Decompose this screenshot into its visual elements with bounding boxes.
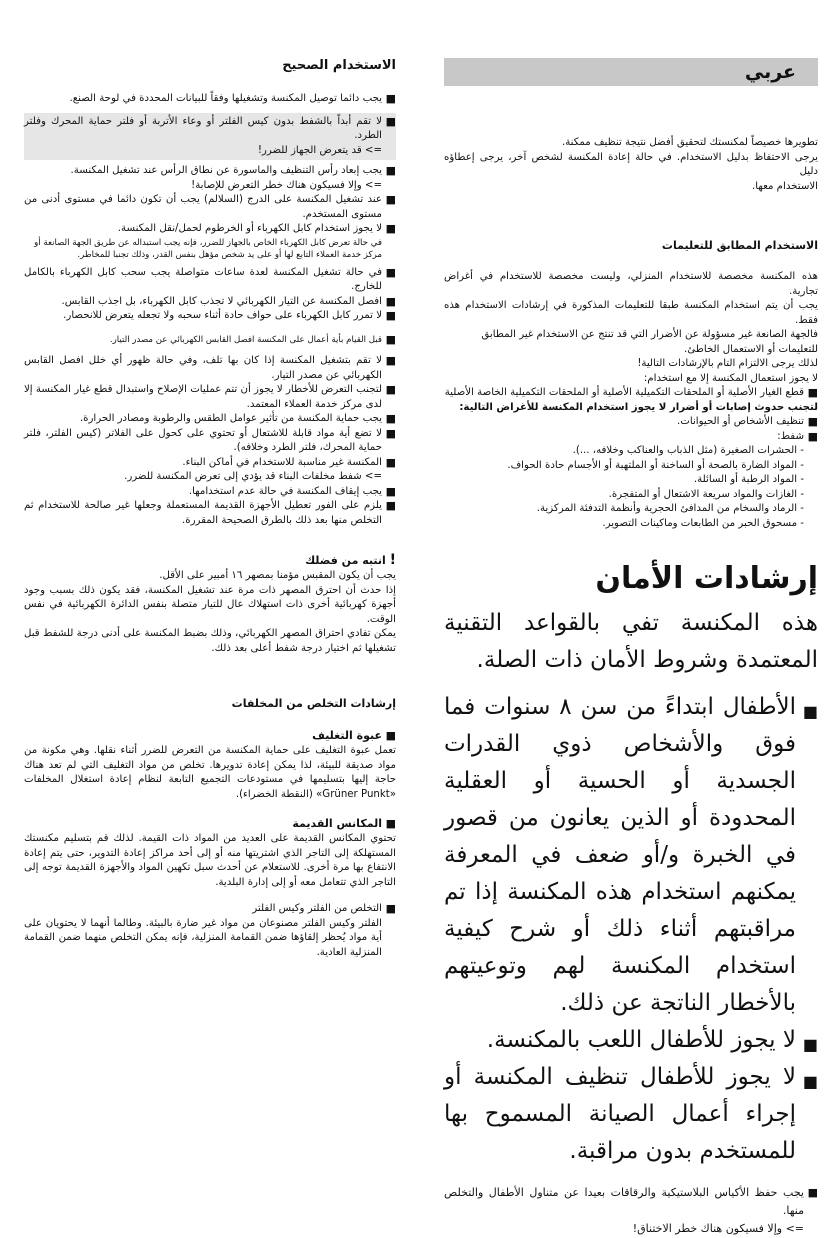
- list-item: ■ عند تشغيل المكنسة على الدرج (السلالم) يجب أن تكون دائما في مستوى أدنى من مستوى المستخدم.: [24, 193, 396, 220]
- disposal-heading: إرشادات التخلص من المخلفات: [231, 697, 396, 710]
- attention-line: يجب أن يكون المقبس مؤمنا بمصهر ١٦ أمبير على الأقل.: [159, 570, 396, 581]
- right-column: [444, 58, 818, 1238]
- bullet-icon: ■: [385, 265, 396, 279]
- bullet-icon: ■: [385, 383, 396, 396]
- warning-text: => شفط مخلفات البناء قد يؤدي إلى تعرض المكنسة للضرر.: [124, 471, 382, 482]
- bullet-icon: ■: [385, 412, 396, 425]
- bullet-icon: ■: [385, 354, 396, 367]
- list-item: ■ التخلص من الفلتر وكيس الفلتر: [252, 902, 396, 915]
- proper-use-heading: الاستخدام الصحيح: [282, 58, 396, 73]
- suction-item: - مسحوق الحبر من الطابعات وماكينات التصوير.: [602, 517, 804, 529]
- bullet-icon: ■: [802, 702, 818, 721]
- suction-item: - المواد الضارة بالصحة أو الساخنة أو الملتهبة أو الأجسام حادة الحواف.: [507, 459, 804, 471]
- safety-item: ■ لا يجوز للأطفال تنظيف المكنسة أو إجراء أعمال الصيانة المسموح بها للمستخدم بدون مراقبة.: [444, 1064, 818, 1164]
- filter-text: الفلتر وكيس الفلتر مصنوعان من مواد غير ضارة بالبيئة. وطالما أنهما لا يحتويان على أية مواد يُحظر إلقاؤها ضمن القمامة المنزلية، فإنه يمكن التخلص منهما ضمن القمامة المنزلية العادية.: [24, 917, 382, 958]
- safety-title: إرشادات الأمان: [595, 561, 818, 596]
- list-item: ■ يجب إيقاف المكنسة في حالة عدم استخدامها.: [188, 484, 396, 498]
- list-item: ■ عبوة التغليف: [312, 729, 396, 742]
- bullet-icon: ■: [385, 164, 396, 177]
- left-column: [24, 58, 396, 960]
- attention-heading: ! انتبه من فضلك: [305, 552, 396, 568]
- bullet-icon: ■: [385, 193, 396, 206]
- suction-item: - الغازات والمواد سريعة الاشتعال أو المتفجرة.: [608, 488, 804, 500]
- instructions-body: [444, 270, 818, 386]
- list-item: ■ قبل القيام بأية أعمال على المكنسة افصل القابس الكهربائي عن مصدر التيار.: [109, 332, 396, 346]
- bullet-icon: ■: [807, 1186, 818, 1199]
- small-note: في حالة تعرض كابل الكهرباء الخاص بالجهاز للضرر، فإنه يجب استبداله عن طريق الجهة الصانعة أو مركز خدمة العملاء التابع لها أو على يد شخص مؤهل بنفس القدر، وذلك تجنبا للمخاطر.: [34, 237, 382, 260]
- attention-line: يمكن تفادي احتراق المصهر الكهربائي، وذلك بضبط المكنسة على أدنى درجة للشفط قبل تشغيلها ثم اختيار درجة شفط أعلى بعد ذلك.: [24, 628, 396, 654]
- instructions-line: لا يجوز استعمال المكنسة إلا مع استخدام:: [643, 372, 818, 384]
- bullet-icon: ■: [807, 386, 818, 399]
- bullet-icon: ■: [802, 1072, 818, 1091]
- bullet-icon: ■: [385, 499, 396, 512]
- list-item: ■ يجب دائما توصيل المكنسة وتشغيلها وفقاً للبيانات المحددة في لوحة الصنع.: [69, 92, 396, 105]
- list-item: ■ يجب إبعاد رأس التنظيف والماسورة عن نطاق الرأس عند تشغيل المكنسة.: [70, 164, 396, 177]
- language-bar: [444, 58, 818, 86]
- instructions-line: للتعليمات أو الاستعمال الخاطئ.: [684, 343, 818, 355]
- instructions-line: لذلك يرجى الالتزام التام بالإرشادات التالية!: [637, 358, 818, 369]
- suction-item: - الحشرات الصغيرة (مثل الذباب والعناكب وخلافه، ...).: [572, 445, 804, 456]
- list-item: ■ لا تقم بتشغيل المكنسة إذا كان بها تلف، وفي حالة ظهور أي خلل افصل القابس الكهربائي عن مصدر التيار.: [24, 354, 396, 381]
- list-item: ■ شفط:: [777, 429, 818, 443]
- intro-line: يرجى الاحتفاظ بدليل الاستخدام. في حالة إعادة المكنسة لشخص آخر، يرجى إعطاؤه دليل: [444, 151, 818, 177]
- list-item: ■ يجب حفظ الأكياس البلاستيكية والرقاقات بعيدا عن متناول الأطفال والتخلص منها.: [444, 1186, 818, 1217]
- attention-line: إذا حدث أن احترق المصهر ذات مرة عند تشغيل المكنسة، فقد يكون ذلك بسبب وجود أجهزة كهربائية أخرى ذات استهلاك عال للتيار متصلة بنفس الدائرة الكهربائية في نفس الوقت.: [24, 584, 396, 625]
- suction-item: - الرماد والسخام من المدافئ الحجرية وأنظمة التدفئة المركزية.: [536, 503, 804, 514]
- list-item: ■ يلزم على الفور تعطيل الأجهزة القديمة المستعملة وجعلها غير صالحة للاستخدام ثم التخلص منها بعد ذلك بالطرق الصحيحة المقررة.: [24, 499, 396, 526]
- safety-item: ■ لا يجوز للأطفال اللعب بالمكنسة.: [444, 1022, 818, 1059]
- bullet-icon: ■: [385, 817, 396, 830]
- instructions-line: هذه المكنسة مخصصة للاستخدام المنزلي، وليست مخصصة للاستخدام في أغراض تجارية.: [444, 271, 818, 297]
- suction-list: [444, 444, 818, 531]
- list-item: ■ قطع الغيار الأصلية أو الملحقات التكميلية الأصلية أو الملحقات التكميلية الخاصة الأصلية: [444, 386, 818, 399]
- instructions-line: يجب أن يتم استخدام المكنسة طبقا للتعليمات المذكورة في إرشادات الاستخدام هذه فقط.: [444, 300, 818, 326]
- bullet-icon: ■: [385, 902, 396, 915]
- intro-line: تطويرها خصيصاً لمكنستك لتحقيق أفضل نتيجة تنظيف ممكنة.: [561, 137, 818, 148]
- list-item: ■ لا تمرر كابل الكهرباء على حواف حادة أثناء سحبه ولا تجعله يتعرض للانحصار.: [63, 309, 396, 322]
- list-item: ■ تنظيف الأشخاص أو الحيوانات.: [677, 415, 818, 428]
- bullet-icon: ■: [807, 429, 818, 443]
- exclamation-icon: !: [389, 552, 396, 568]
- list-item: ■ لتجنب التعرض للأخطار لا يجوز أن تتم عمليات الإصلاح واستبدال قطع غيار المكنسة إلا لدى مركز خدمة العملاء المعتمد.: [24, 383, 396, 410]
- list-item: ■ لا يجوز استخدام كابل الكهرباء أو الخرطوم لحمل/نقل المكنسة.: [117, 222, 396, 235]
- bullet-icon: ■: [807, 415, 818, 428]
- suction-item: - المواد الرطبة أو السائلة.: [693, 474, 804, 485]
- list-item: ■ في حالة تشغيل المكنسة لعدة ساعات متواصلة يجب سحب كابل الكهرباء بالكامل للخارج.: [24, 265, 396, 292]
- list-item: ■ المكانس القديمة: [292, 817, 396, 830]
- bullet-icon: ■: [385, 332, 396, 346]
- prohibited-heading: لتجنب حدوث إصابات أو أضرار لا يجوز استخدام المكنسة للأغراض التالية:: [459, 401, 818, 413]
- bullet-icon: ■: [385, 729, 396, 742]
- bullet-icon: ■: [385, 455, 396, 469]
- old-appliances-text: تحتوي المكانس القديمة على العديد من المواد ذات القيمة. لذلك قم بتسليم مكنستك المستهلكة إلى التاجر الذي اشتريتها منه أو إلى أحد مراكز إعادة التدوير، حتى يتم إعادة الانتفاع بها مرة أخرى. للاستعلام عن أحدث سبل تكهين المواد والأجهزة القديمة توجه إلى التاجر الذي تتعامل معه أو إلى إدارة البلدية.: [24, 833, 396, 888]
- list-item: ■ لا تضع أية مواد قابلة للاشتعال أو تحتوي على كحول على الفلاتر (كيس الفلتر، فلتر حماية المحرك، فلتر الطرد وخلافه).: [24, 426, 396, 453]
- list-item: ■ افصل المكنسة عن التيار الكهربائي لا تجذب كابل الكهرباء، بل اجذب القابس.: [61, 294, 396, 308]
- bullet-icon: ■: [802, 1035, 818, 1054]
- intro-line: الاستخدام معها.: [752, 180, 818, 192]
- warning-text: => وإلا فسيكون هناك خطر الاختناق!: [632, 1222, 804, 1235]
- instructions-heading: الاستخدام المطابق للتعليمات: [661, 239, 818, 252]
- bullet-icon: ■: [385, 114, 396, 128]
- packaging-text: تعمل عبوة التغليف على حماية المكنسة من التعرض للضرر أثناء نقلها. وهي مكونة من مواد صديقة للبيئة، لذا يمكن إعادة تدويرها. تخلص من مواد التغليف التي لم تعد هناك حاجة إليها بتسليمها في مستودعات التجميع التابعة لنظام إعادة استغلال المخلفات «Grüner Punkt» (النقطة الخضراء).: [24, 745, 396, 800]
- bullet-icon: ■: [385, 222, 396, 235]
- instructions-line: فالجهة الصانعة غير مسؤولة عن الأضرار التي قد تنتج عن الاستخدام غير المطابق: [481, 329, 818, 340]
- safety-intro: هذه المكنسة تفي بالقواعد التقنية المعتمدة وشروط الأمان ذات الصلة.: [444, 610, 818, 673]
- bullet-icon: ■: [385, 294, 396, 308]
- warning-text: => قد يتعرض الجهاز للضرر!: [257, 144, 382, 156]
- list-item: ■ لا تقم أبداً بالشفط بدون كيس الفلتر أو وعاء الأتربة أو فلتر حماية المحرك وفلتر الطرد.: [24, 114, 396, 141]
- bullet-icon: ■: [385, 426, 396, 440]
- bullet-icon: ■: [385, 92, 396, 105]
- bullet-icon: ■: [385, 309, 396, 322]
- bullet-icon: ■: [385, 484, 396, 498]
- list-item: ■ يجب حماية المكنسة من تأثير عوامل الطقس والرطوبة ومصادر الحرارة.: [79, 412, 396, 425]
- safety-item: ■ الأطفال ابتداءً من سن ٨ سنوات فما فوق والأشخاص ذوي القدرات الجسدية أو الحسية أو العقلية المحدودة أو الذين يعانون من قصور في الخبرة و/أو ضعف في المعرفة يمكنهم استخدام هذه المكنسة إذا تم مراقبتهم أثناء ذلك أو شرح كيفية استخدام المكنسة لهم وتوعيتهم بالأخطار الناتجة عن ذلك.: [444, 694, 818, 1016]
- warning-text: => وإلا فسيكون هناك خطر التعرض للإصابة!: [191, 179, 382, 191]
- list-item: ■ المكنسة غير مناسبة للاستخدام في أماكن البناء.: [182, 455, 396, 469]
- intro-text: [444, 136, 818, 194]
- language-label: عربي: [744, 61, 796, 83]
